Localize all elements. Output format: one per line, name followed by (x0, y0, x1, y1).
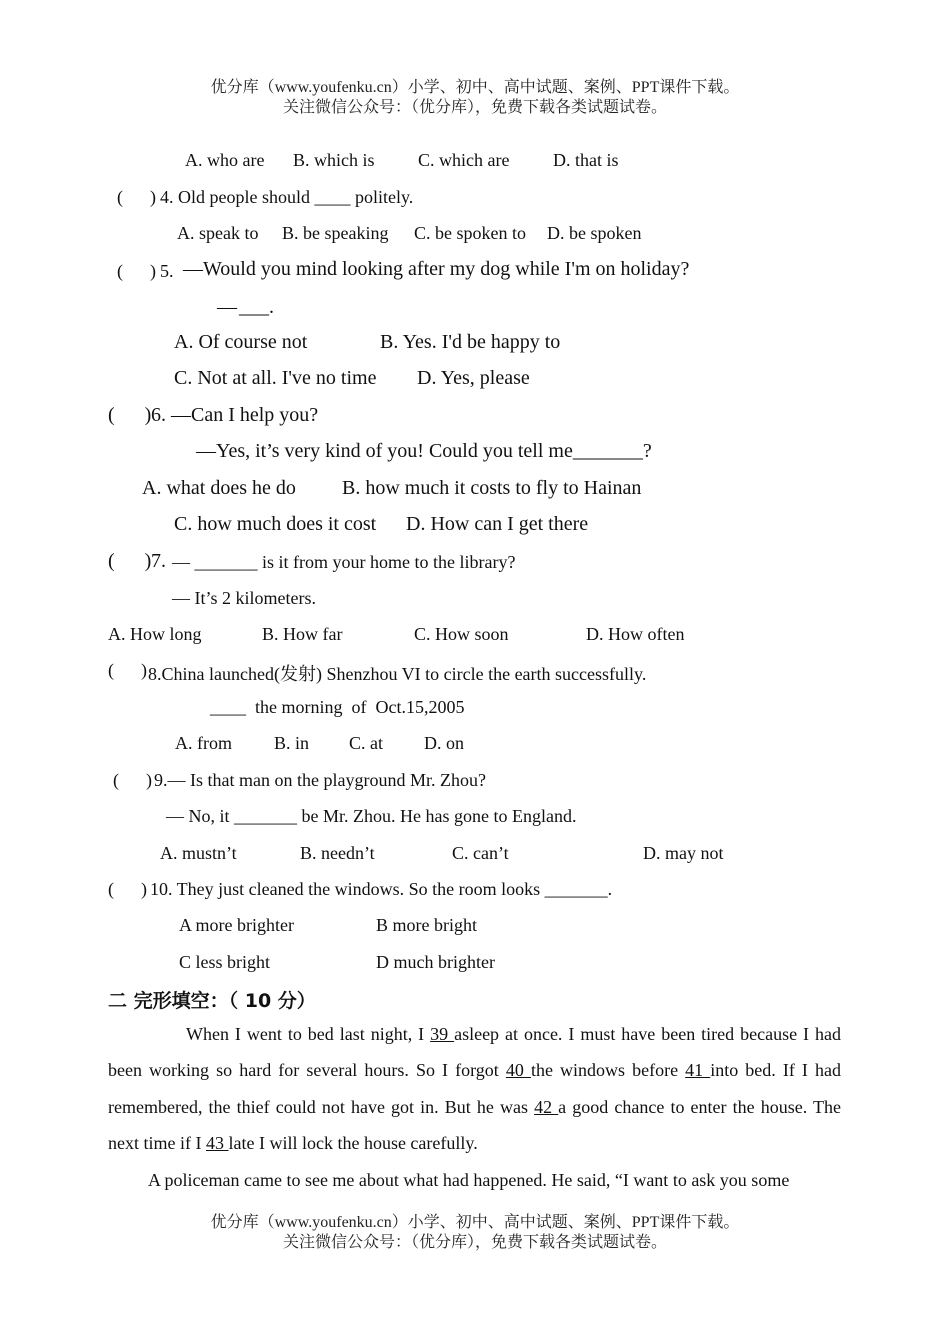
q10-option-d: D much brighter (376, 952, 495, 972)
header-line-2: 关注微信公众号：（优分库），免费下载各类试题试卷。 (282, 99, 667, 116)
cloze-blank-40: 40 (505, 1060, 531, 1081)
q6-option-c: C. how much does it cost (174, 513, 377, 535)
q10-option-b: B more bright (376, 915, 477, 935)
q10-stem: 10. They just cleaned the windows. So the room looks _______. (150, 879, 613, 899)
q10-option-c: C less bright (179, 952, 271, 972)
cloze-text: into bed. If I had remembered, the thief could not have got in. But he was (108, 1060, 841, 1117)
q5-reply-blank: ___. (239, 296, 274, 318)
q9-option-a: A. mustn’t (160, 843, 237, 863)
q7-answer-paren: ( ) (108, 550, 152, 572)
q5-answer-paren: ( ) (117, 261, 156, 281)
q7-option-a: A. How long (108, 624, 202, 644)
q7-option-d: D. How often (586, 624, 685, 644)
q8-option-b: B. in (274, 733, 310, 753)
cloze-text: asleep at once. I must have been tired because I had been working so hard for several hours. So I forgot (108, 1024, 841, 1081)
footer-line-1: 优分库（www.youfenku.cn）小学、初中、高中试题、案例、PPT课件下载。 (210, 1214, 740, 1231)
q6-reply: —Yes, it’s very kind of you! Could you tell me_______? (196, 440, 652, 462)
cloze-text: the windows before (530, 1060, 686, 1081)
q3-option-c: C. which are (418, 150, 510, 170)
q4-stem: 4. Old people should ____ politely. (160, 187, 414, 207)
q5-number: 5. (160, 261, 174, 281)
q9-answer-paren: ( ) (113, 770, 152, 790)
q3-option-a: A. who are (185, 150, 265, 170)
q8-option-c: C. at (349, 733, 383, 753)
q7-stem: — _______ is it from your home to the library? (172, 552, 516, 572)
section-2-title: 二 完形填空：（ 10 分） (108, 990, 316, 1012)
q8-option-a: A. from (175, 733, 232, 753)
q6-answer-paren: ( ) (108, 404, 152, 426)
q5-reply-dash: — (217, 296, 237, 318)
q7-number: 7. (151, 550, 166, 572)
footer-line-2: 关注微信公众号：（优分库），免费下载各类试题试卷。 (282, 1234, 667, 1251)
q7-reply: — It’s 2 kilometers. (172, 588, 316, 608)
q6-option-a: A. what does he do (142, 477, 296, 499)
q8-stem-line-2: ____ the morning of Oct.15,2005 (210, 697, 465, 717)
cloze-paragraph-2: A policeman came to see me about what had happened. He said, “I want to ask you some (148, 1170, 790, 1190)
cloze-blank-39: 39 (430, 1024, 455, 1044)
q4-option-d: D. be spoken (547, 223, 642, 243)
q9-stem: 9.— Is that man on the playground Mr. Zhou? (154, 770, 486, 790)
q7-option-c: C. How soon (414, 624, 509, 644)
q5-stem: —Would you mind looking after my dog while I'm on holiday? (183, 258, 690, 280)
cloze-paragraph-1 (108, 1016, 841, 1161)
q5-option-b: B. Yes. I'd be happy to (380, 331, 561, 353)
q9-reply: — No, it _______ be Mr. Zhou. He has gone to England. (166, 806, 577, 826)
cloze-blank-42: 42 (534, 1096, 559, 1117)
q3-option-d: D. that is (553, 150, 619, 170)
q4-option-a: A. speak to (177, 223, 259, 243)
q4-option-b: B. be speaking (282, 223, 389, 243)
q3-option-b: B. which is (293, 150, 375, 170)
q6-stem: 6. —Can I help you? (151, 404, 319, 426)
q8-stem: 8.China launched(发射) Shenzhou VI to circle the earth successfully. (148, 664, 647, 684)
q5-option-d: D. Yes, please (417, 367, 530, 389)
q10-option-a: A more brighter (179, 915, 294, 935)
q8-answer-paren: ( ) (108, 660, 147, 680)
cloze-blank-43: 43 (205, 1132, 229, 1153)
q9-option-b: B. needn’t (300, 843, 375, 863)
q5-option-c: C. Not at all. I've no time (174, 367, 377, 389)
cloze-text: a good chance to enter the house. The next time if I (108, 1096, 841, 1153)
q7-option-b: B. How far (262, 624, 343, 644)
q4-option-c: C. be spoken to (414, 223, 526, 243)
q9-option-c: C. can’t (452, 843, 509, 863)
q8-option-d: D. on (424, 733, 464, 753)
q9-option-d: D. may not (643, 843, 724, 863)
q5-option-a: A. Of course not (174, 331, 308, 353)
q6-option-b: B. how much it costs to fly to Hainan (342, 477, 642, 499)
q10-answer-paren: ( ) (108, 879, 147, 899)
cloze-blank-41: 41 (685, 1060, 711, 1081)
cloze-text: When I went to bed last night, I (186, 1024, 431, 1044)
cloze-text: late I will lock the house carefully. (228, 1132, 478, 1153)
q4-answer-paren: ( ) (117, 187, 156, 207)
header-line-1: 优分库（www.youfenku.cn）小学、初中、高中试题、案例、PPT课件下载。 (210, 79, 740, 96)
q6-option-d: D. How can I get there (406, 513, 589, 535)
